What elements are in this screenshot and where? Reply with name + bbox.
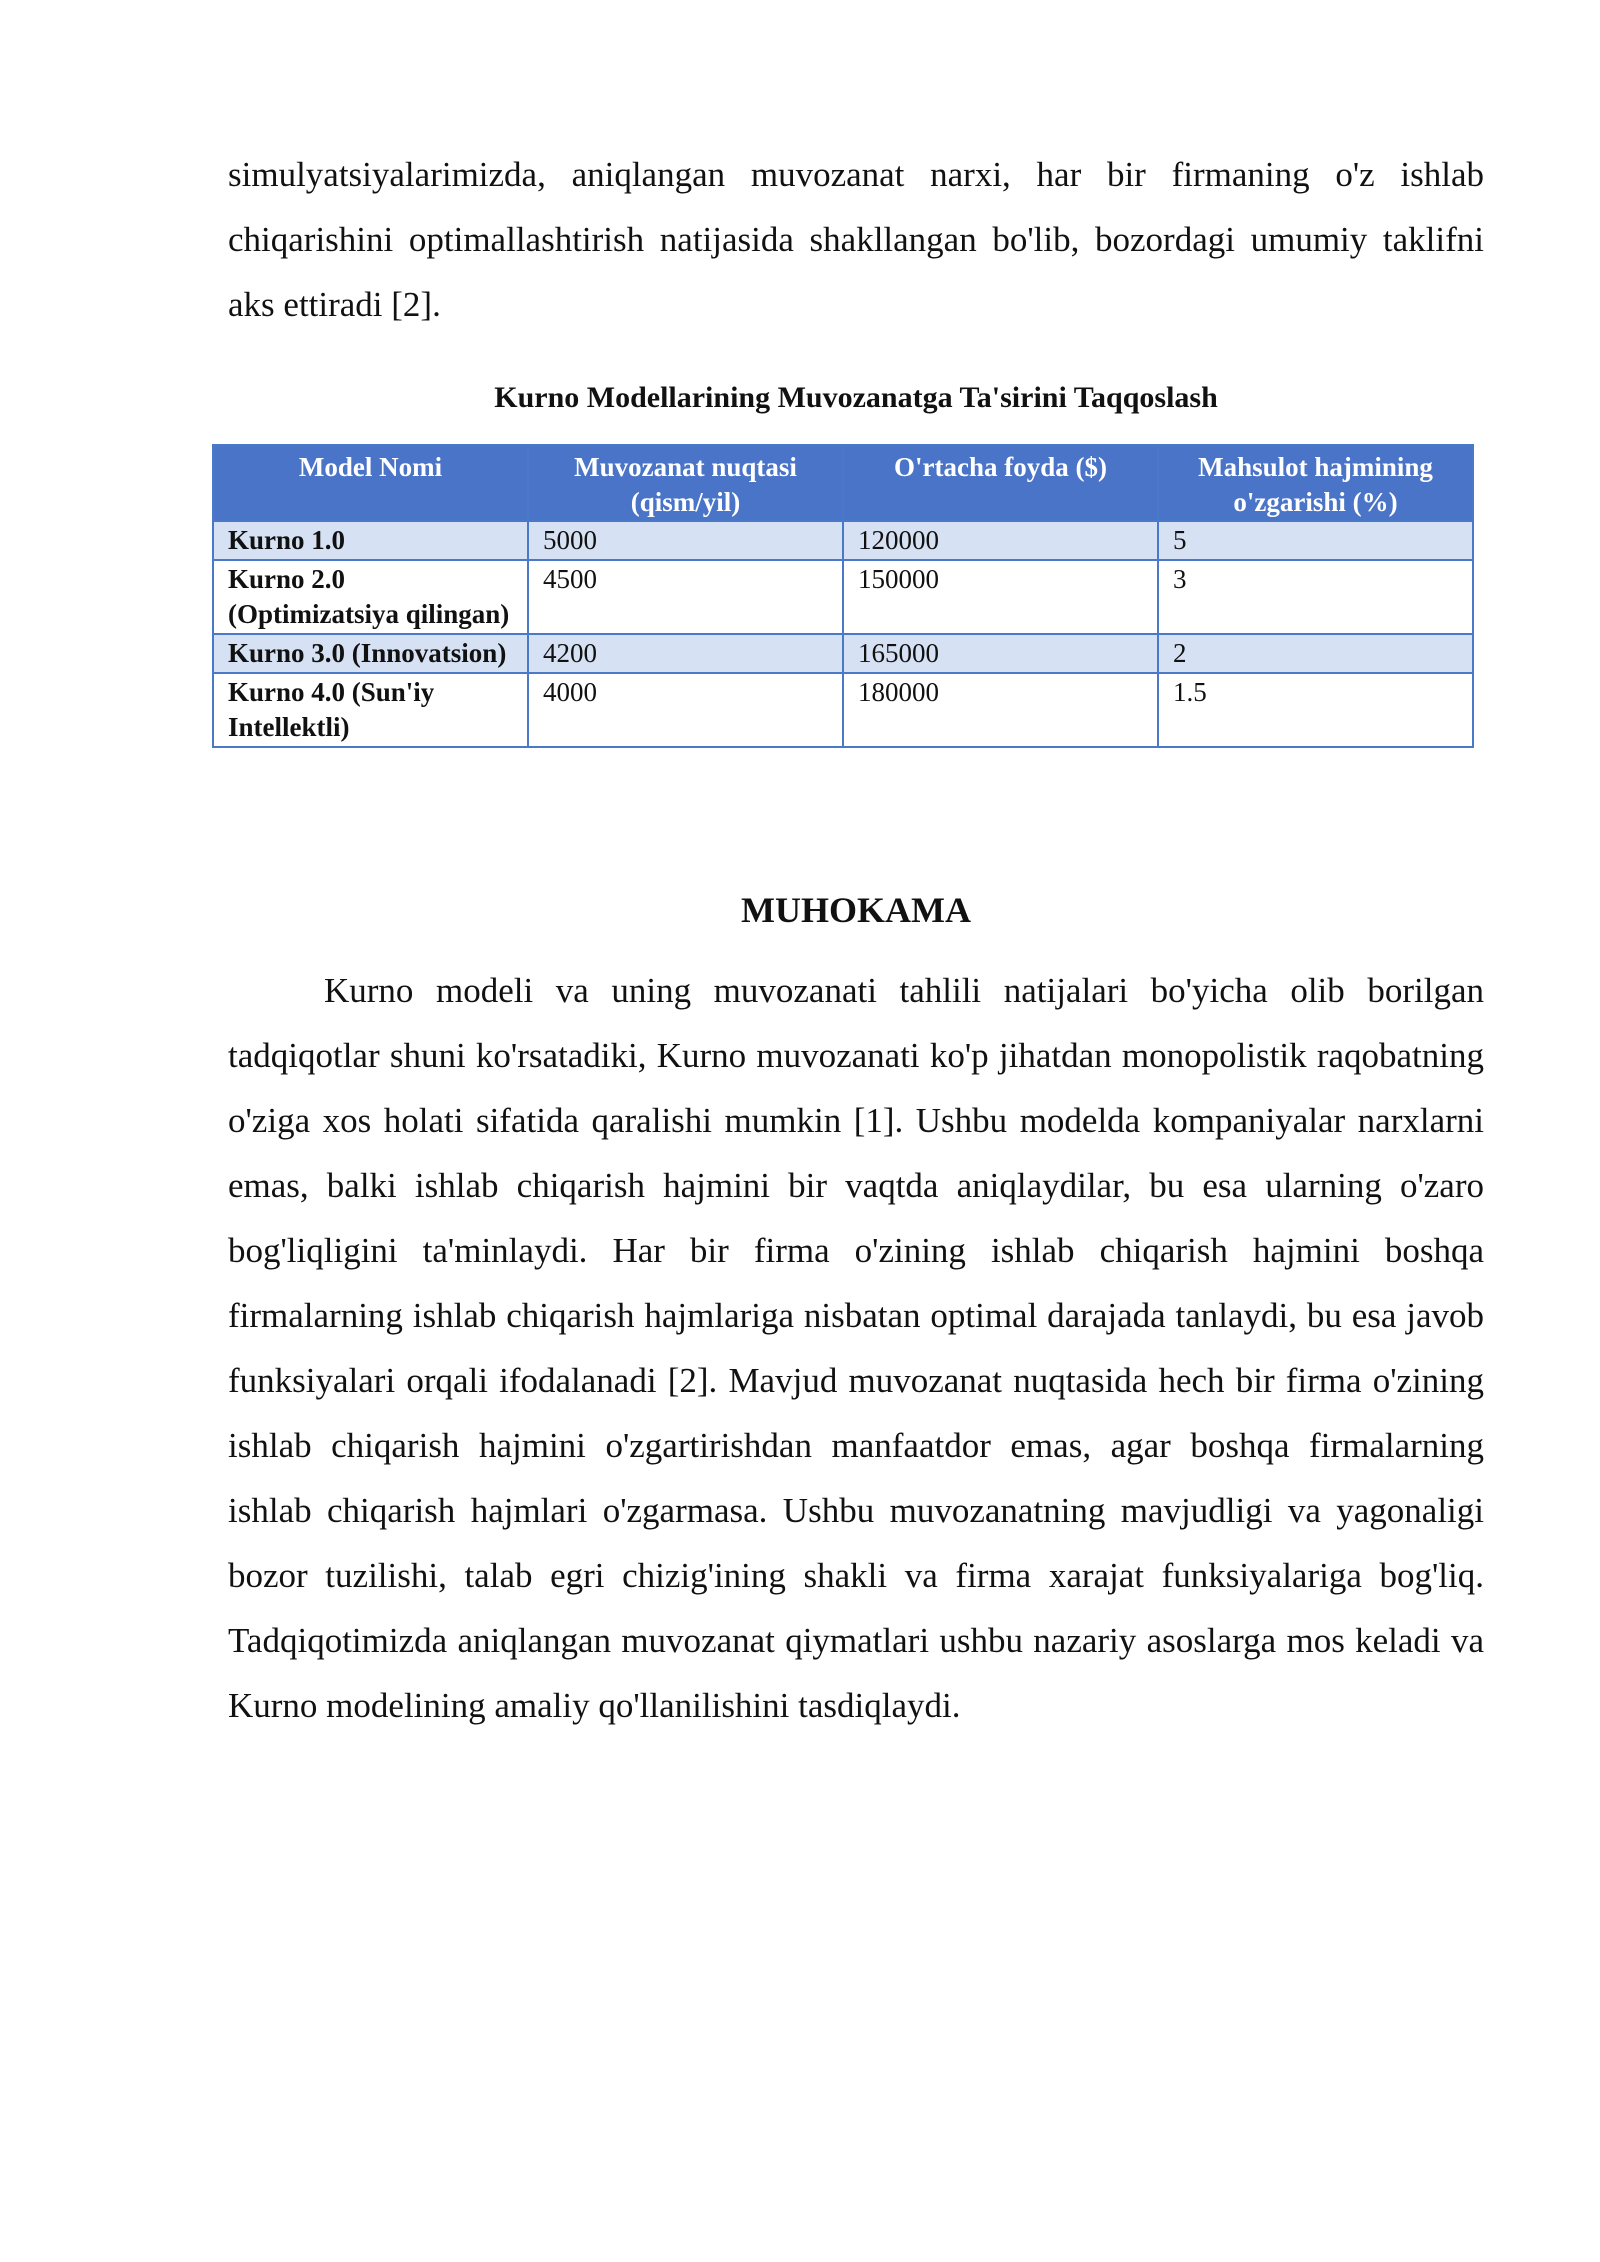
cell-output-change: 2 (1158, 634, 1473, 673)
cell-equilibrium-point: 5000 (528, 521, 843, 560)
table-caption: Kurno Modellarining Muvozanatga Ta'sirini Taqqoslash (494, 381, 1218, 414)
header-average-profit: O'rtacha foyda ($) (843, 445, 1158, 521)
cell-equilibrium-point: 4000 (528, 673, 843, 747)
discussion-paragraph: Kurno modeli va uning muvozanati tahlili natijalari bo'yicha olib borilgan tadqiqotlar shuni ko'rsatadiki, Kurno muvozanati ko'p jihatdan monopolistik raqobatning o'ziga xos holati sifatida qaralishi mumkin [1]. Ushbu modelda kompaniyalar narxlarni emas, balki ishlab chiqarish hajmini bir vaqtda aniqlaydilar, bu esa ularning o'zaro bog'liqligini ta'minlaydi. Har bir firma o'zining ishlab chiqarish hajmini boshqa firmalarning ishlab chiqarish hajmlariga nisbatan optimal darajada tanlaydi, bu esa javob funksiyalari orqali ifodalanadi [2]. Mavjud muvozanat nuqtasida hech bir firma o'zining ishlab chiqarish hajmini o'zgartirishdan manfaatdor emas, agar boshqa firmalarning ishlab chiqarish hajmlari o'zgarmasa. Ushbu muvozanatning mavjudligi va yagonaligi bozor tuzilishi, talab egri chizig'ining shakli va firma xarajat funksiyalariga bog'liq. Tadqiqotimizda aniqlangan muvozanat qiymatlari ushbu nazariy asoslarga mos keladi va Kurno modelining amaliy qo'llanilishini tasdiqlaydi. (228, 971, 1484, 1725)
cell-average-profit: 120000 (843, 521, 1158, 560)
cell-model-name: Kurno 3.0 (Innovatsion) (213, 634, 528, 673)
section-heading: MUHOKAMA (741, 890, 971, 930)
cell-output-change: 1.5 (1158, 673, 1473, 747)
cell-model-name: Kurno 4.0 (Sun'iy Intellektli) (213, 673, 528, 747)
table-row (213, 634, 1473, 673)
table-row (213, 673, 1473, 747)
header-equilibrium-point: Muvozanat nuqtasi (qism/yil) (528, 445, 843, 521)
cell-output-change: 5 (1158, 521, 1473, 560)
cell-model-name: Kurno 2.0 (Optimizatsiya qilingan) (213, 560, 528, 634)
cell-average-profit: 180000 (843, 673, 1158, 747)
cell-model-name: Kurno 1.0 (213, 521, 528, 560)
table-header-row (213, 445, 1473, 521)
cell-equilibrium-point: 4200 (528, 634, 843, 673)
cell-output-change: 3 (1158, 560, 1473, 634)
cell-average-profit: 165000 (843, 634, 1158, 673)
table-row (213, 521, 1473, 560)
cell-equilibrium-point: 4500 (528, 560, 843, 634)
table-row (213, 560, 1473, 634)
cell-average-profit: 150000 (843, 560, 1158, 634)
header-model-name: Model Nomi (213, 445, 528, 521)
comparison-table (212, 444, 1474, 748)
intro-paragraph: simulyatsiyalarimizda, aniqlangan muvozanat narxi, har bir firmaning o'z ishlab chiqarishini optimallashtirish natijasida shakllangan bo'lib, bozordagi umumiy taklifni aks ettiradi [2]. (228, 155, 1484, 324)
header-output-change: Mahsulot hajmining o'zgarishi (%) (1158, 445, 1473, 521)
